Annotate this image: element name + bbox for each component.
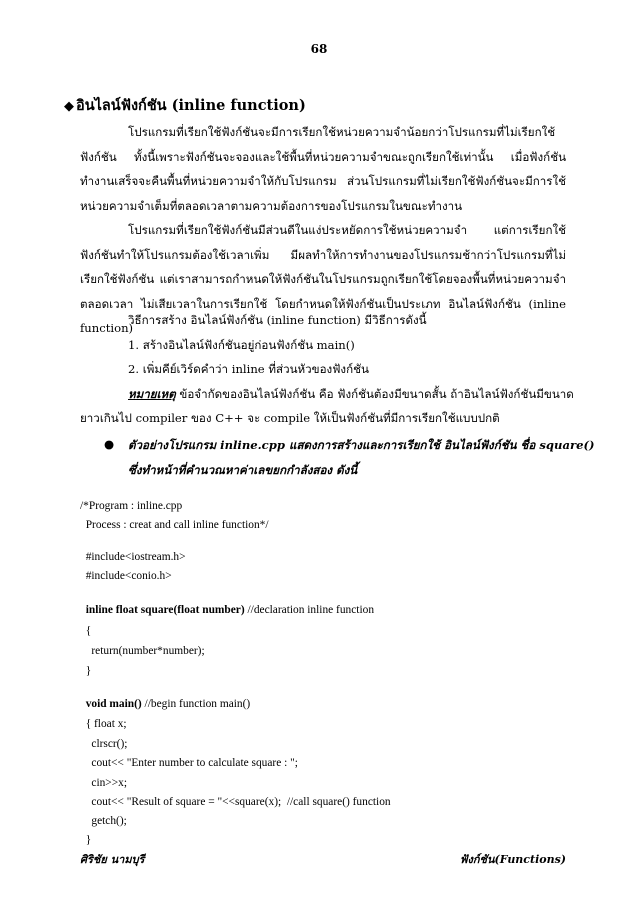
example-line-2: ซึ่งทำหน้าที่คำนวณหาค่าเลขยกกำลังสอง ดังนี้ [128,463,358,477]
note-line-2: ยาวเกินไป compiler ของ C++ จะ compile ให้เป็นฟังก์ชันที่มีการเรียกใช้แบบปกติ [80,411,500,425]
section-heading-text: อินไลน์ฟังก์ชัน (inline function) [76,97,306,114]
code-inline-comment: //declaration inline function [244,604,375,616]
code-line-4: #include<conio.h> [80,570,172,582]
step-1: 1. สร้างอินไลน์ฟังก์ชันอยู่ก่อนฟังก์ชัน main() [128,338,355,352]
paragraph-1: โปรแกรมที่เรียกใช้ฟังก์ชันจะมีการเรียกใช้หน่วยความจำน้อยกว่าโปรแกรมที่ไม่เรียกใช้ฟังก์ชัน ทั้งนี้เพราะฟังก์ชันจะจองและใช้พื้นที่หน่วยความจำขณะถูกเรียกใช้เท่านั้น เมื่อฟังก์ชันทำงานเสร็จจะคืนพื้นที่หน่วยความจำให้กับโปรแกรม ส่วนโปรแกรมที่ไม่เรียกใช้ฟังก์ชันจะมีการใช้หน่วยความจำเต็มที่ตลอดเวลาตามความต้องการของโปรแกรมในขณะทำงาน [80,125,566,213]
code-inline-signature: inline float square(float number) [80,604,245,616]
example-line-1: ตัวอย่างโปรแกรม inline.cpp แสดงการสร้างและการเรียกใช้ อินไลน์ฟังก์ชัน ชื่อ square() [128,438,595,452]
code-line-16: } [80,834,92,846]
page-number: 68 [310,42,328,56]
example-bullet-icon: ● [104,437,115,451]
section-heading [64,94,306,117]
note-text-1: ข้อจำกัดของอินไลน์ฟังก์ชัน คือ ฟังก์ชันต้องมีขนาดสั้น ถ้าอินไลน์ฟังก์ชันมีขนาด [175,387,574,401]
code-line-8: } [80,665,92,677]
note-line-1 [128,386,574,404]
code-line-15: getch(); [80,815,127,827]
code-line-2: Process : creat and call inline function*/ [80,519,269,531]
code-line-6: { [80,625,92,637]
note-label: หมายเหตุ [128,387,176,401]
code-line-9 [80,698,250,710]
method-intro: วิธีการสร้าง อินไลน์ฟังก์ชัน (inline function) มีวิธีการดังนี้ [128,313,427,327]
diamond-bullet-icon: ◆ [64,99,74,114]
code-main-comment: //begin function main() [141,698,251,710]
code-line-11: clrscr(); [80,738,128,750]
code-line-13: cin>>x; [80,777,128,789]
code-line-7: return(number*number); [80,645,205,657]
code-main-signature: void main() [80,698,142,710]
code-line-14: cout<< "Result of square = "<<square(x); //call square() function [80,796,391,808]
paragraph-2: โปรแกรมที่เรียกใช้ฟังก์ชันมีส่วนดีในแง่ประหยัดการใช้หน่วยความจำ แต่การเรียกใช้ฟังก์ชันทำให้โปรแกรมต้องใช้เวลาเพิ่ม มีผลทำให้การทำงานของโปรแกรมช้ากว่าโปรแกรมที่ไม่เรียกใช้ฟังก์ชัน แต่เราสามารถกำหนดให้ฟังก์ชันในโปรแกรมถูกเรียกใช้โดยจองพื้นที่หน่วยความจำตลอดเวลา ไม่เสียเวลาในการเรียกใช้ โดยกำหนดให้ฟังก์ชันเป็นประเภท อินไลน์ฟังก์ชัน (inline function) [80,223,566,335]
code-line-5 [80,604,374,616]
code-line-10: { float x; [80,718,127,730]
step-2: 2. เพิ่มคีย์เวิร์ดคำว่า inline ที่ส่วนหัวของฟังก์ชัน [128,362,369,376]
footer-author: ศิริชัย นามบุรี [80,853,145,866]
footer-chapter: ฟังก์ชัน(Functions) [459,853,566,866]
code-line-3: #include<iostream.h> [80,551,186,563]
code-line-12: cout<< "Enter number to calculate square : "; [80,757,298,769]
code-line-1: /*Program : inline.cpp [80,500,183,512]
